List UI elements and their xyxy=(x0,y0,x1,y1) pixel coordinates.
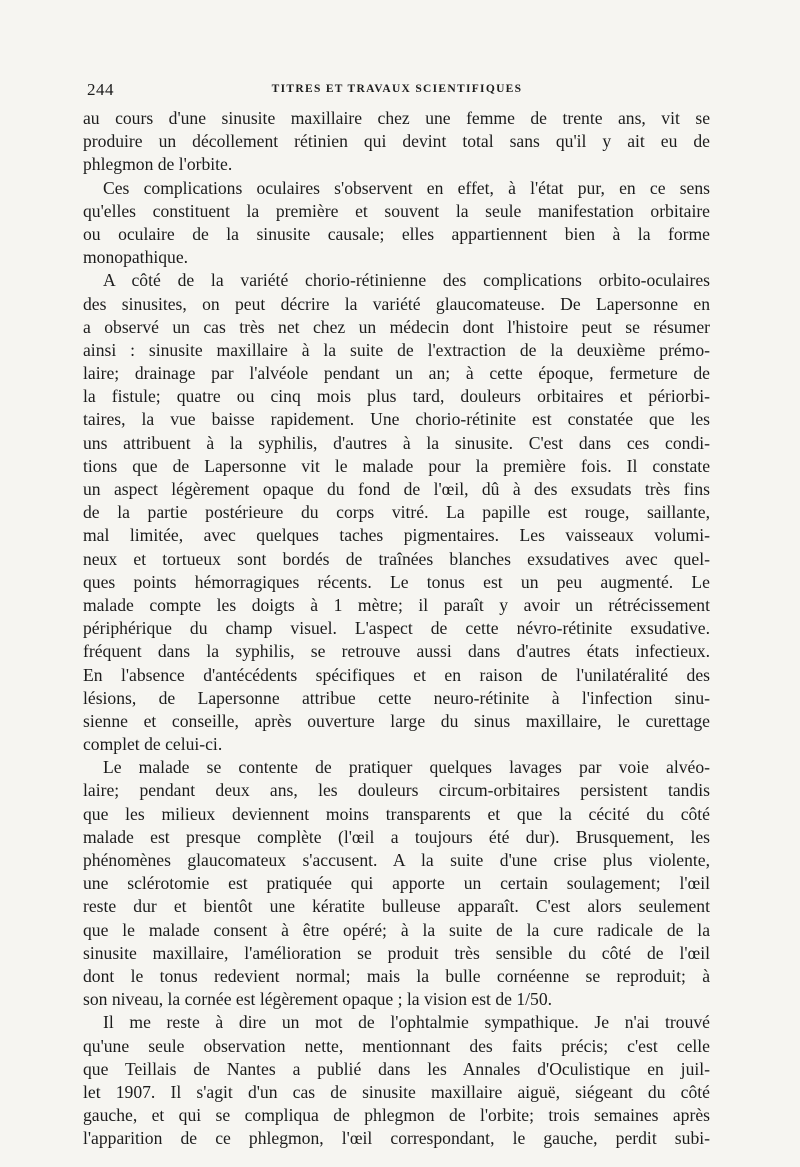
text-line: complet de celui-ci. xyxy=(83,734,223,755)
text-line: périphérique du champ visuel. L'aspect de cette névro-rétinite exsudative. xyxy=(83,618,710,639)
text-line: uns attribuent à la syphilis, d'autres à la sinusite. C'est dans ces condi- xyxy=(83,432,710,453)
text-line: ou oculaire de la sinusite causale; elles appartiennent bien à la forme xyxy=(83,223,710,244)
text-line: ques points hémorragiques récents. Le tonus est un peu augmenté. Le xyxy=(83,571,710,592)
text-line: A côté de la variété chorio-rétinienne des complications orbito-oculaires xyxy=(103,270,710,291)
text-line: dont le tonus redevient normal; mais la bulle cornéenne se reproduit; à xyxy=(83,965,710,986)
text-line: qu'elles constituent la première et souvent la seule manifestation orbitaire xyxy=(83,200,710,221)
text-line: a observé un cas très net chez un médecin dont l'histoire peut se résumer xyxy=(83,316,710,337)
body-text xyxy=(83,107,710,1150)
page-header xyxy=(87,80,707,100)
text-line: neux et tortueux sont bordés de traînées blanches exsudatives avec quel- xyxy=(83,548,710,569)
text-line: laire; drainage par l'alvéole pendant un an; à cette époque, fermeture de xyxy=(83,363,710,384)
text-line: mal limitée, avec quelques taches pigmentaires. Les vaisseaux volumi- xyxy=(83,525,710,546)
text-line: sinusite maxillaire, l'amélioration se produit très sensible du côté de l'œil xyxy=(83,942,710,963)
running-title: TITRES ET TRAVAUX SCIENTIFIQUES xyxy=(271,83,523,95)
text-line: monopathique. xyxy=(83,247,189,268)
text-line: reste dur et bientôt une kératite bulleuse apparaît. C'est alors seulement xyxy=(83,896,710,917)
text-line: de la partie postérieure du corps vitré. La papille est rouge, saillante, xyxy=(83,502,710,523)
text-line: gauche, et qui se compliqua de phlegmon de l'orbite; trois semaines après xyxy=(83,1105,710,1126)
text-line: que les milieux deviennent moins transparents et que la cécité du côté xyxy=(83,803,710,824)
text-line: au cours d'une sinusite maxillaire chez une femme de trente ans, vit se xyxy=(83,108,710,128)
text-line: produire un décollement rétinien qui devint total sans qu'il y ait eu de xyxy=(83,131,710,152)
text-line: Le malade se contente de pratiquer quelques lavages par voie alvéo- xyxy=(103,757,710,778)
text-line: laire; pendant deux ans, les douleurs circum-orbitaires persistent tandis xyxy=(83,780,710,801)
text-line: sienne et conseille, après ouverture large du sinus maxillaire, le curettage xyxy=(83,710,710,731)
text-line: Ces complications oculaires s'observent en effet, à l'état pur, en ce sens xyxy=(103,177,710,198)
text-line: fréquent dans la syphilis, se retrouve aussi dans d'autres états infectieux. xyxy=(83,641,710,662)
text-line: qu'une seule observation nette, mentionnant des faits précis; c'est celle xyxy=(83,1035,710,1056)
text-line: Il me reste à dire un mot de l'ophtalmie sympathique. Je n'ai trouvé xyxy=(103,1012,710,1033)
text-line: que le malade consent à être opéré; à la suite de la cure radicale de la xyxy=(83,919,710,940)
text-line: let 1907. Il s'agit d'un cas de sinusite maxillaire aiguë, siégeant du côté xyxy=(83,1081,710,1102)
text-line: la fistule; quatre ou cinq mois plus tard, douleurs orbitaires et périorbi- xyxy=(83,386,710,407)
text-line: l'apparition de ce phlegmon, l'œil correspondant, le gauche, perdit subi- xyxy=(83,1128,710,1149)
text-line: ainsi : sinusite maxillaire à la suite de l'extraction de la deuxième prémo- xyxy=(83,339,710,360)
text-line: malade compte les doigts à 1 mètre; il paraît y avoir un rétrécissement xyxy=(83,594,710,615)
text-line: que Teillais de Nantes a publié dans les Annales d'Oculistique en juil- xyxy=(83,1058,710,1079)
text-line: En l'absence d'antécédents spécifiques et en raison de l'unilatéralité des xyxy=(83,664,710,685)
text-line: phlegmon de l'orbite. xyxy=(83,154,233,175)
text-line: une sclérotomie est pratiquée qui apporte un certain soulagement; l'œil xyxy=(83,873,710,894)
text-line: taires, la vue baisse rapidement. Une chorio-rétinite est constatée que les xyxy=(83,409,710,430)
text-line: lésions, de Lapersonne attribue cette neuro-rétinite à l'infection sinu- xyxy=(83,687,710,708)
page-number: 244 xyxy=(87,80,114,99)
text-line: son niveau, la cornée est légèrement opaque ; la vision est de 1/50. xyxy=(83,989,553,1010)
text-line: des sinusites, on peut décrire la variété glaucomateuse. De Lapersonne en xyxy=(83,293,710,314)
text-line: phénomènes glaucomateux s'accusent. A la suite d'une crise plus violente, xyxy=(83,850,710,870)
text-line: malade est presque complète (l'œil a toujours été dur). Brusquement, les xyxy=(83,826,710,847)
text-line: tions que de Lapersonne vit le malade pour la première fois. Il constate xyxy=(83,455,710,476)
text-line: un aspect légèrement opaque du fond de l'œil, dû à des exsudats très fins xyxy=(83,479,710,499)
